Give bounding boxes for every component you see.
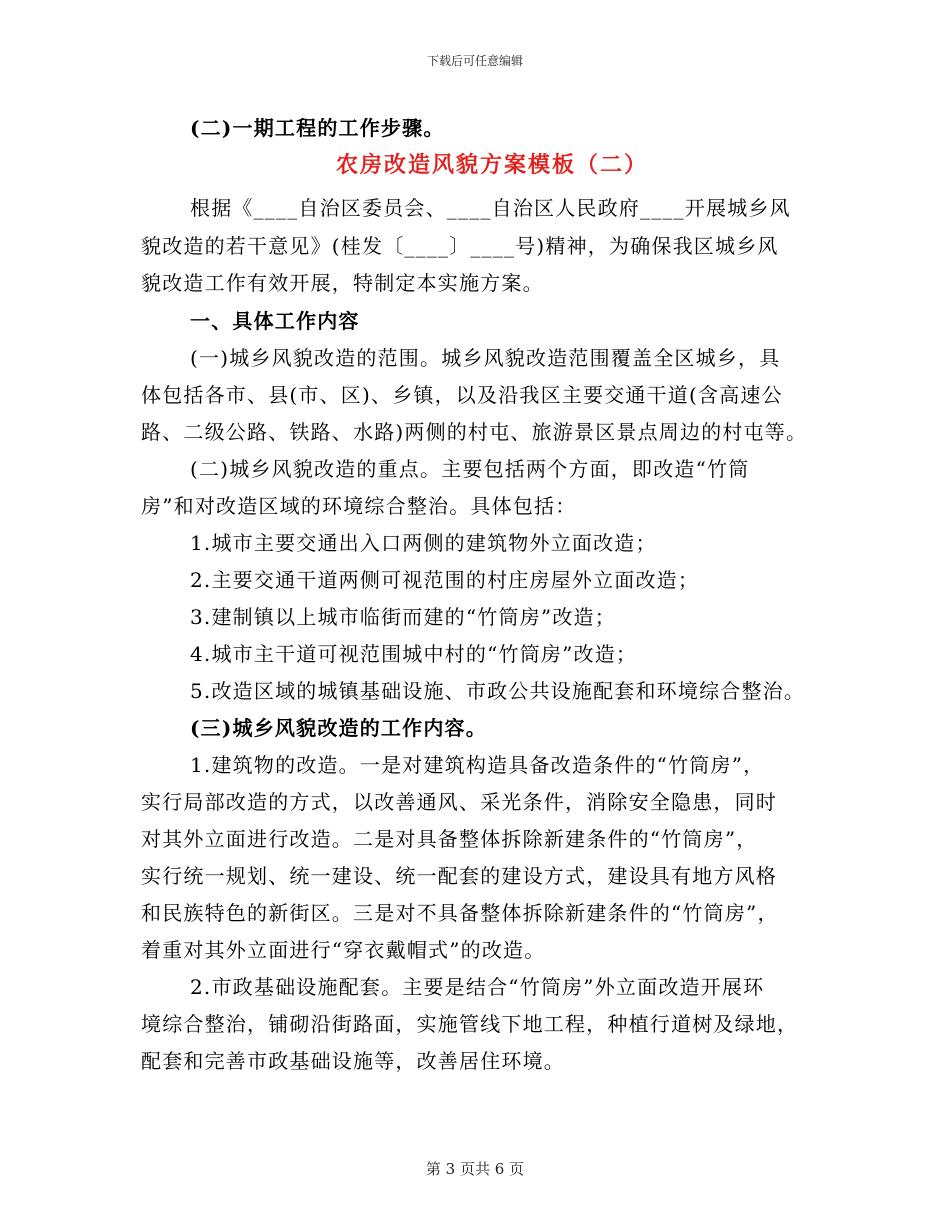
infra-line: 配套和完善市政基础设施等，改善居住环境。 <box>141 1049 565 1073</box>
focus-list-item: 4.城市主干道可视范围城中村的“竹筒房”改造； <box>190 642 638 666</box>
building-line: 对其外立面进行改造。二是对具备整体拆除新建条件的“竹筒房”， <box>141 827 758 851</box>
page-footer-number: 第 3 页共 6 页 <box>425 1160 525 1178</box>
document-title: 农房改造风貌方案模板（二） <box>336 152 649 178</box>
focus-line: 房”和对改造区域的环境综合整治。具体包括： <box>141 494 577 518</box>
focus-list-item: 5.改造区域的城镇基础设施、市政公共设施配套和环境综合整治。 <box>190 679 806 703</box>
intro-line: 根据《____自治区委员会、____自治区人民政府____开展城乡风 <box>190 196 791 220</box>
focus-list-item: 1.城市主要交通出入口两侧的建筑物外立面改造； <box>190 531 657 555</box>
building-line: 和民族特色的新街区。三是对不具备整体拆除新建条件的“竹筒房”， <box>141 901 779 925</box>
scope-line: 体包括各市、县(市、区)、乡镇，以及沿我区主要交通干道(含高速公 <box>141 383 783 407</box>
infra-line: 2.市政基础设施配套。主要是结合“竹筒房”外立面改造开展环 <box>190 975 765 999</box>
content-heading: (三)城乡风貌改造的工作内容。 <box>190 716 487 740</box>
scope-line: (一)城乡风貌改造的范围。城乡风貌改造范围覆盖全区城乡，具 <box>190 346 781 370</box>
prev-section-heading: (二)一期工程的工作步骤。 <box>190 116 445 140</box>
page-header-note: 下载后可任意编辑 <box>426 54 523 68</box>
building-line: 1.建筑物的改造。一是对建筑构造具备改造条件的“竹筒房”， <box>190 753 765 777</box>
infra-line: 境综合整治，铺砌沿街路面，实施管线下地工程，种植行道树及绿地， <box>141 1012 799 1036</box>
building-line: 着重对其外立面进行“穿衣戴帽式”的改造。 <box>141 938 546 962</box>
building-line: 实行统一规划、统一建设、统一配套的建设方式，建设具有地方风格 <box>141 864 777 888</box>
focus-list-item: 2.主要交通干道两侧可视范围的村庄房屋外立面改造； <box>190 568 700 592</box>
intro-line: 貌改造的若干意见》(桂发〔____〕____号)精神，为确保我区城乡风 <box>141 234 779 258</box>
section-heading: 一、具体工作内容 <box>190 309 360 333</box>
building-line: 实行局部改造的方式，以改善通风、采光条件，消除安全隐患，同时 <box>141 790 777 814</box>
focus-list-item: 3.建制镇以上城市临街而建的“竹筒房”改造； <box>190 605 616 629</box>
focus-line: (二)城乡风貌改造的重点。主要包括两个方面，即改造“竹筒 <box>190 457 750 481</box>
intro-line: 貌改造工作有效开展，特制定本实施方案。 <box>141 271 544 295</box>
scope-line: 路、二级公路、铁路、水路)两侧的村屯、旅游景区景点周边的村屯等。 <box>141 420 808 444</box>
